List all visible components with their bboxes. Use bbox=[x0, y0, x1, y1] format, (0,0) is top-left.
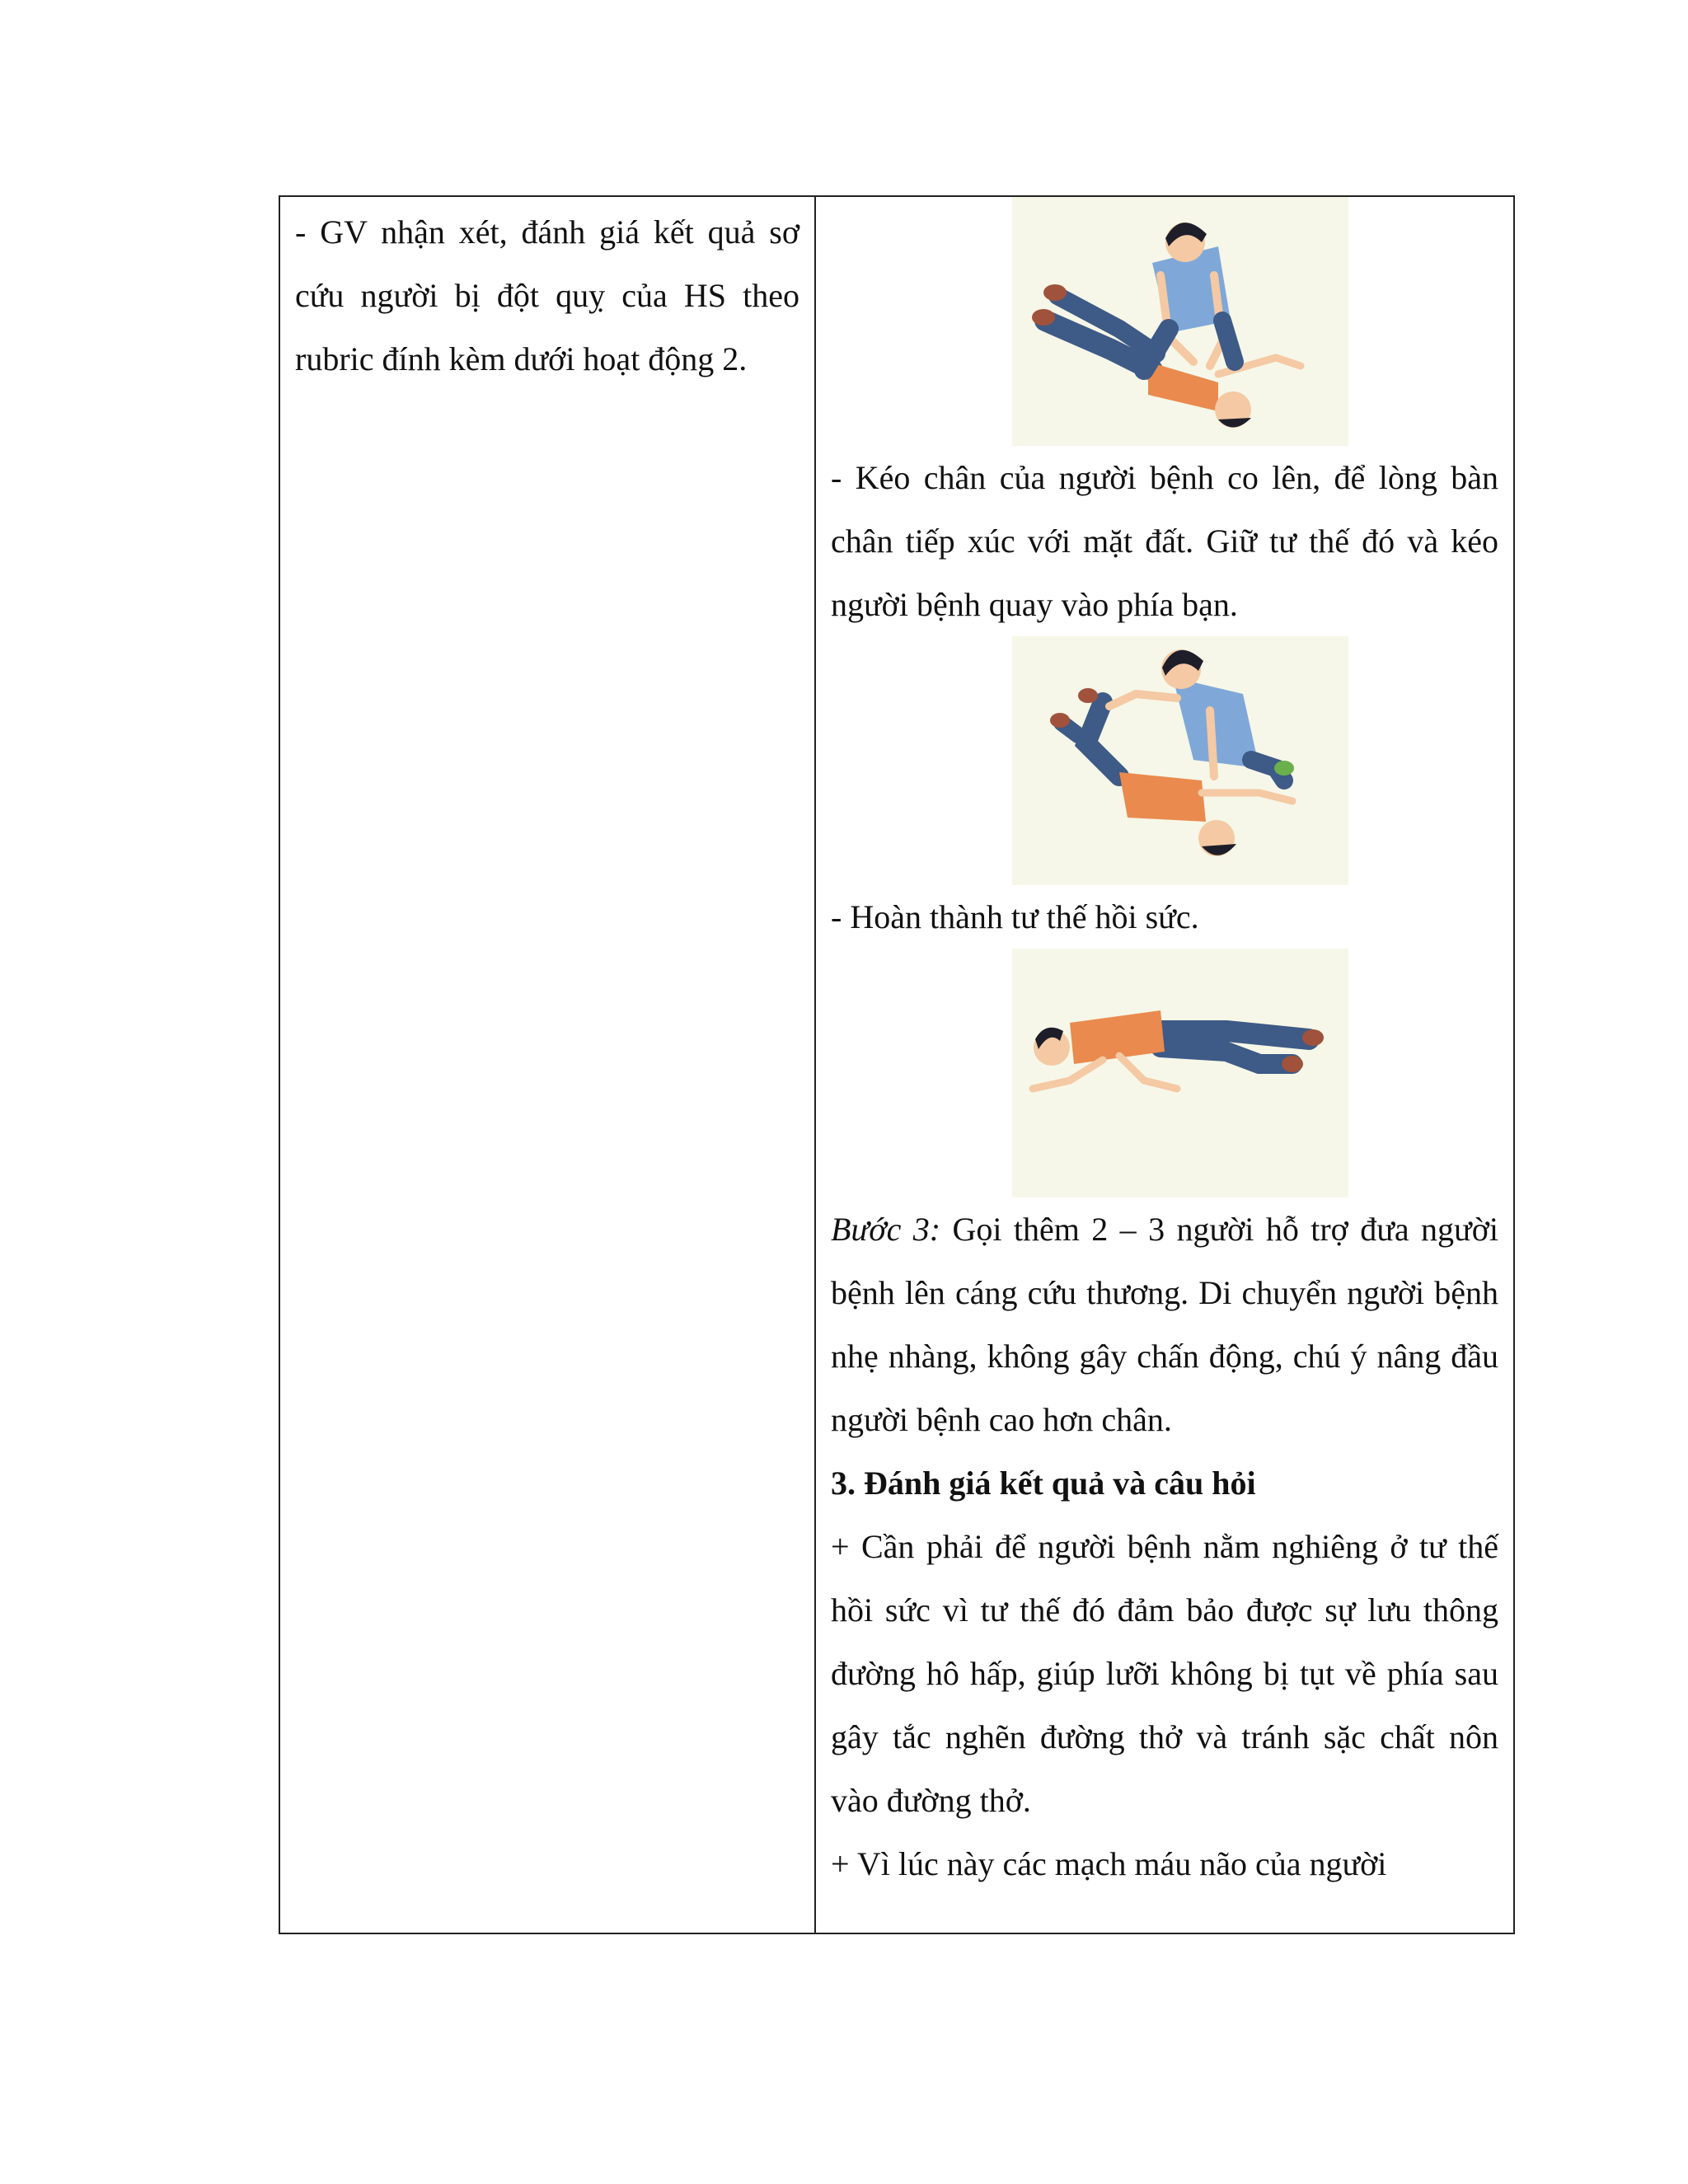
step-complete-text: - Hoàn thành tư thế hồi sức. bbox=[831, 898, 1199, 935]
first-aid-figure-1 bbox=[1012, 197, 1348, 446]
person-kneeling-icon bbox=[1012, 197, 1348, 446]
recovery-position-icon bbox=[1012, 949, 1348, 1197]
content-table bbox=[279, 195, 1515, 1934]
teacher-evaluation-text: - GV nhận xét, đánh giá kết quả sơ cứu người bị đột quỵ của HS theo rubric đính kèm dưới hoạt động 2. bbox=[295, 213, 799, 377]
section-heading: 3. Đánh giá kết quả và câu hỏi bbox=[831, 1465, 1256, 1502]
step3-label: Bước 3: bbox=[831, 1211, 941, 1248]
answer-2-text: + Vì lúc này các mạch máu não của người bbox=[831, 1845, 1387, 1882]
step3-text bbox=[831, 1197, 1498, 1451]
first-aid-figure-3 bbox=[1012, 949, 1348, 1197]
answer-1-text: + Cần phải để người bệnh nằm nghiêng ở tư thế hồi sức vì tư thế đó đảm bảo được sự lưu thông đường hô hấp, giúp lưỡi không bị tụt về phía sau gây tắc nghẽn đường thở và tránh sặc chất nôn vào đường thở. bbox=[831, 1528, 1498, 1819]
table-left-cell bbox=[280, 197, 816, 1933]
rolling-patient-icon bbox=[1012, 636, 1348, 885]
step3-body: Gọi thêm 2 – 3 người hỗ trợ đưa người bệnh lên cáng cứu thương. Di chuyển người bệnh nhẹ nhàng, không gây chấn động, chú ý nâng đầu người bệnh cao hơn chân. bbox=[831, 1211, 1499, 1438]
first-aid-figure-2 bbox=[1012, 636, 1348, 885]
step-pull-leg-text: - Kéo chân của người bệnh co lên, để lòng bàn chân tiếp xúc với mặt đất. Giữ tư thế đó và kéo người bệnh quay vào phía bạn. bbox=[831, 459, 1498, 623]
table-right-cell bbox=[816, 197, 1513, 1933]
